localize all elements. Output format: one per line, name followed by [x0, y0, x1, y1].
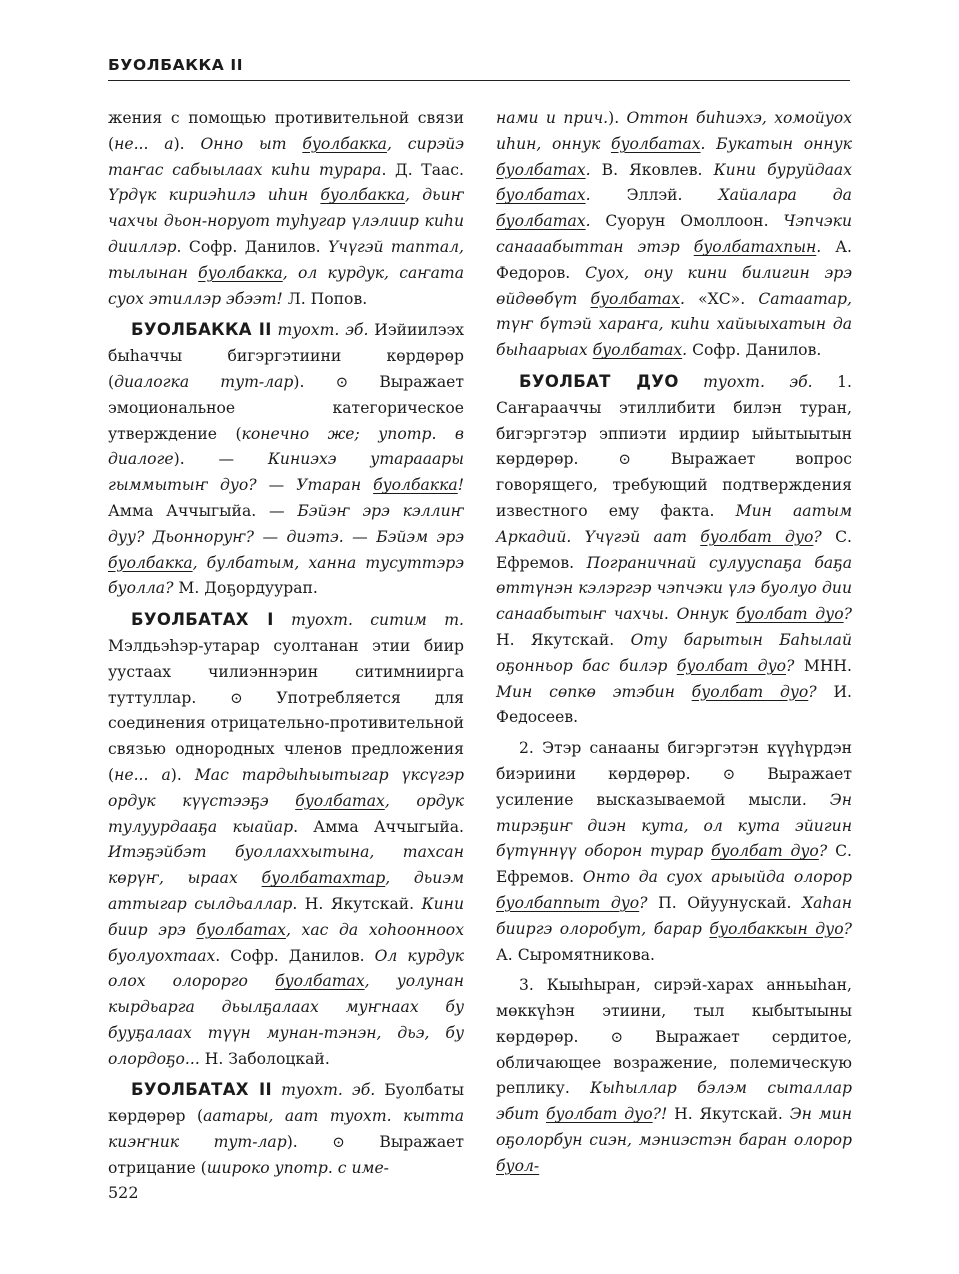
underlined-form: буолбаккын дуо — [709, 919, 844, 938]
headword: БУОЛБАТ ДУО — [519, 371, 679, 391]
circle-dot-icon: ⊙ — [610, 1027, 624, 1046]
example-text: , дьиҥ чахчы дьон-норуот туһугар үлэлиир киһи дииллэр — [108, 186, 464, 256]
entry-text: Эллэй. — [590, 186, 719, 205]
entry-text: П. Ойуунускай. — [647, 893, 802, 912]
example-text: , ордук тулуурдааҕа кыайар — [108, 791, 464, 836]
example-text: Эн мин оҕолорбун сиэн, мэниэстэн баран олорор — [496, 1105, 852, 1150]
entry-text: И. Федосеев. — [496, 682, 852, 727]
example-keyword — [496, 212, 586, 230]
example-keyword — [611, 135, 701, 153]
dictionary-entry — [496, 106, 852, 364]
example-text: Бэйэҥ эрэ кэллиҥ дуу? Дьонноруҥ? — диэтэ. — Бэйэм эрэ — [108, 501, 464, 546]
example-text: туохт. эб. — [271, 1081, 376, 1100]
example-text: Кыһыллар бэлэм сыталлар эбит — [496, 1079, 852, 1124]
example-keyword — [677, 657, 786, 675]
example-text: Үчүгэй таптал, тылынан — [108, 237, 464, 282]
example-text: Чэпчэки санааабыттан этэр — [496, 212, 852, 256]
entry-text: . Софр. Данилов. — [215, 946, 375, 965]
example-keyword — [593, 341, 683, 359]
entry-text: ). — [293, 372, 336, 391]
example-keyword — [736, 605, 844, 623]
example-text: Суох, ону кини билигин эрэ өйдөөбүт — [496, 263, 853, 308]
dictionary-entry — [496, 973, 852, 1179]
example-text: Оту барытын Баһылай оҕонньор бас билэр — [496, 630, 852, 675]
example-text: . — [585, 160, 591, 179]
entry-text: Буолбаты көрдөрөр ( — [108, 1081, 464, 1126]
entry-text: Выражает эмоциональное категорическое утверждение ( — [108, 372, 464, 443]
entry-text: Мэлдьэһэр-утарар суолтанан этии биир уустаах чилиэннэрин ситимниирга туттуллар. — [108, 636, 464, 707]
example-text: туохт. эб. — [271, 321, 369, 340]
example-text: ? — [786, 656, 795, 675]
example-text: . — [680, 289, 685, 308]
example-keyword — [496, 186, 586, 204]
entry-text: Выражает отрицание ( — [108, 1133, 465, 1177]
entry-text: ). — [170, 765, 195, 784]
right-column — [496, 106, 852, 1180]
entry-text: Выражает усиление высказываемой мысли. — [496, 764, 852, 809]
page-number: 522 — [108, 1183, 139, 1202]
example-text: Ол курдук олох олорорго — [108, 946, 464, 991]
example-text: . — [682, 341, 688, 360]
entry-text: М. Доҕордуурап. — [173, 579, 318, 598]
example-text: Пограничнай сулууспаҕа баҕа өттүнэн кэлэргэр чэпчэки үлэ буолуо дии санаабытыҥ чахчы. Оннук — [496, 553, 852, 624]
entry-text: 3. Кыыһыран, сирэй-харах анньыһан, мөккүһэн этиини, тыл кыбытыыны көрдөрөр. — [496, 976, 852, 1046]
underlined-form: буолбат дуо — [711, 842, 819, 861]
example-text: . — [816, 237, 822, 256]
entry-text: . Софр. Данилов. — [176, 237, 328, 256]
example-text: не... а — [114, 765, 171, 784]
entry-text: С. Ефремов. — [496, 527, 852, 572]
example-keyword — [373, 476, 458, 494]
entry-text: Н. Заболоцкай. — [199, 1049, 330, 1068]
entry-text: Употребляется для соединения отрицательно-противительной связью однородных членов предложения ( — [108, 688, 464, 784]
example-text: ? — [818, 842, 828, 861]
example-keyword — [320, 186, 405, 204]
headword: БУОЛБАККА II — [131, 320, 272, 340]
example-keyword — [262, 869, 386, 887]
example-text: Мин сөпкө этэбин — [496, 682, 692, 701]
entry-text: . Н. Якутскай. — [292, 894, 422, 913]
entry-text: МНН. — [794, 656, 852, 675]
entry-text: Амма Аччыгыйа. — — [108, 501, 298, 520]
entry-text: Иэйиилээх быһаччы бигэргэтиини көрдөрөр ( — [108, 321, 464, 391]
example-text: , ол курдук, саҥата суох этиллэр эбээт! — [108, 263, 464, 308]
example-keyword — [700, 528, 813, 546]
example-text: Мас тардыһыытыгар үксүгэр ордук күүстээҕэ — [108, 765, 464, 810]
circle-dot-icon: ⊙ — [722, 764, 736, 783]
example-text: туохт. ситим т. — [273, 611, 464, 630]
underlined-form: буолбатах — [295, 791, 385, 810]
underlined-form: буолбакка — [108, 553, 193, 572]
example-text: Эн тирэҕиҥ диэн кута, ол кута эйигин бүтүннүү оборон турар — [496, 790, 852, 861]
circle-dot-icon: ⊙ — [618, 450, 631, 469]
example-text: . — [585, 212, 591, 231]
dictionary-entry — [108, 1077, 464, 1181]
underlined-form: буолбакка — [373, 476, 458, 495]
page-header — [108, 52, 850, 81]
entry-text: А. Сыромятникова. — [496, 945, 655, 964]
example-keyword — [692, 683, 809, 701]
example-text: не... а — [114, 134, 174, 153]
example-keyword — [295, 792, 385, 810]
entry-text: 1. Саҥарааччы этиллибити билэн туран, бигэргэтэр эппиэти ирдиир ыйытыытын көрдөрөр. — [496, 372, 852, 469]
example-text: Онто да суох арыыйда олорор — [582, 868, 852, 887]
example-keyword — [496, 161, 586, 179]
entry-text: Л. Попов. — [282, 289, 368, 308]
entry-text: Выражает сердитое, обличающее возражение, полемическую реплику. — [496, 1027, 853, 1098]
example-text: широко употр. с име- — [206, 1158, 389, 1177]
example-text: Онно ыт — [200, 134, 303, 153]
example-text: Хаһан бииргэ олоробут, барар — [496, 893, 852, 938]
example-text: ? — [813, 527, 822, 546]
underlined-form: буолбатах — [496, 160, 586, 179]
underlined-form: буолбатах — [592, 341, 683, 360]
example-text: ? — [808, 682, 817, 701]
example-text: ?! — [652, 1105, 668, 1124]
entry-text: Н. Якутскай. — [496, 630, 631, 649]
left-column — [108, 106, 464, 1182]
example-text: , дьиэм аттыгар сылдьаллар — [108, 869, 465, 913]
underlined-form: буол- — [496, 1156, 540, 1175]
entry-text: «ХС». — [685, 289, 759, 308]
entry-text: Суорун Омоллоон. — [590, 212, 784, 231]
example-keyword — [108, 554, 193, 572]
dictionary-entry — [108, 607, 464, 1072]
entry-text: ). — [608, 109, 627, 127]
example-text: , сирэйэ таҥас сабыылаах киһи турара — [108, 134, 465, 179]
underlined-form: буолбатах — [496, 186, 586, 205]
example-text: диалогка тут-лар — [114, 372, 294, 391]
example-text: Хайалара да — [718, 186, 852, 205]
entry-text: ). — [286, 1133, 333, 1152]
underlined-form: буолбат дуо — [700, 527, 814, 546]
dictionary-entry — [496, 736, 852, 968]
underlined-form: буолбакка — [302, 134, 387, 153]
example-text: , булбатым, ханна тусуттэрэ буолла? — [108, 553, 464, 598]
example-keyword — [711, 842, 819, 860]
example-text: . — [585, 186, 591, 205]
entry-text: ). — [173, 134, 201, 153]
example-text: ? — [843, 919, 852, 938]
example-text: ? — [843, 605, 852, 624]
example-keyword — [198, 264, 283, 282]
dictionary-entry — [108, 106, 464, 312]
example-text: Оттон биһиэхэ, хомойуох иһин, оннук — [496, 109, 852, 153]
underlined-form: буолбат дуо — [736, 605, 844, 624]
headword: БУОЛБАТАХ I — [131, 610, 274, 630]
circle-dot-icon: ⊙ — [335, 372, 349, 391]
example-text: . Букатын оннук — [700, 134, 852, 153]
example-text: ? — [639, 893, 648, 912]
example-text: Киниэхэ утарааары гыммытыҥ дуо? — Утаран — [108, 450, 464, 495]
headword: БУОЛБАТАХ II — [131, 1080, 272, 1100]
example-text: нами и прич. — [496, 109, 609, 127]
entry-text: 2. Этэр санааны бигэргэтэн күүһүрдэн биэриини көрдөрөр. — [496, 739, 852, 783]
example-text: конечно же; употр. в диалоге — [108, 424, 464, 469]
underlined-form: буолбат дуо — [691, 682, 809, 701]
example-keyword — [709, 920, 843, 938]
example-keyword — [546, 1105, 653, 1123]
example-keyword — [590, 290, 680, 308]
entry-text: А. Федоров. — [496, 237, 852, 282]
example-text: ! — [457, 476, 464, 495]
dictionary-entry — [496, 369, 852, 731]
example-text: Сатаатар, түҥ бүтэй хараҥа, киһи хайыыхатын да быһаарыах — [496, 289, 852, 360]
underlined-form: буолбатахпын — [693, 237, 817, 256]
example-text: аатары, аат туохт. кытта киэҥник тут-лар — [108, 1107, 464, 1152]
entry-text: В. Яковлев. — [590, 160, 714, 179]
underlined-form: буолбакка — [198, 263, 283, 282]
example-keyword — [196, 921, 286, 939]
example-text: Кини буруйдаах — [713, 160, 852, 179]
entry-text: Выражает вопрос говорящего, требующий подтверждения известного ему факта. — [496, 450, 852, 520]
example-keyword — [275, 972, 365, 990]
entry-text: жения с помощью противительной связи ( — [108, 109, 464, 153]
dictionary-entry — [108, 317, 464, 602]
example-text: Кини биир эрэ — [108, 894, 464, 939]
underlined-form: буолбатахтар — [261, 869, 386, 888]
example-text: Мин аатым Аркадий. Үчүгэй аат — [496, 501, 853, 546]
underlined-form: буолбат дуо — [545, 1105, 653, 1124]
underlined-form: буолбатах — [275, 972, 365, 991]
entry-text: . Амма Аччыгыйа. — [293, 817, 464, 836]
example-text: Итэҕэйбэт буоллаххытына, тахсан көрүҥ, ыраах — [108, 843, 464, 888]
circle-dot-icon: ⊙ — [230, 688, 243, 707]
example-text: , уолунан кырдьарга дьылҕалаах муҥнаах бу бууҕалаах түүн мунан-тэнэн, дьэ, бу олордоҕо... — [108, 972, 464, 1068]
running-head: БУОЛБАККА II — [108, 56, 244, 74]
underlined-form: буолбатах — [196, 920, 286, 939]
example-keyword — [496, 1157, 539, 1175]
example-text: Үрдүк кириэһилэ иһин — [108, 186, 321, 205]
entry-text: ). — — [173, 450, 268, 469]
example-keyword — [694, 238, 817, 256]
underlined-form: буолбатах — [590, 289, 681, 308]
entry-text: С. Ефремов. — [496, 842, 852, 887]
entry-text: . Д. Таас. — [381, 160, 464, 179]
underlined-form: буолбаппыт дуо — [496, 893, 640, 912]
example-keyword — [302, 135, 387, 153]
entry-text: Н. Якутскай. — [667, 1105, 790, 1124]
example-text: туохт. эб. — [678, 372, 813, 391]
circle-dot-icon: ⊙ — [332, 1133, 345, 1152]
example-keyword — [496, 894, 639, 912]
underlined-form: буолбат дуо — [676, 656, 787, 675]
underlined-form: буолбакка — [320, 186, 405, 205]
underlined-form: буолбатах — [610, 134, 701, 153]
underlined-form: буолбатах — [496, 212, 586, 231]
entry-text: Софр. Данилов. — [687, 341, 822, 360]
example-text: , хас да хоһоонноох буолуохтаах — [108, 920, 464, 965]
